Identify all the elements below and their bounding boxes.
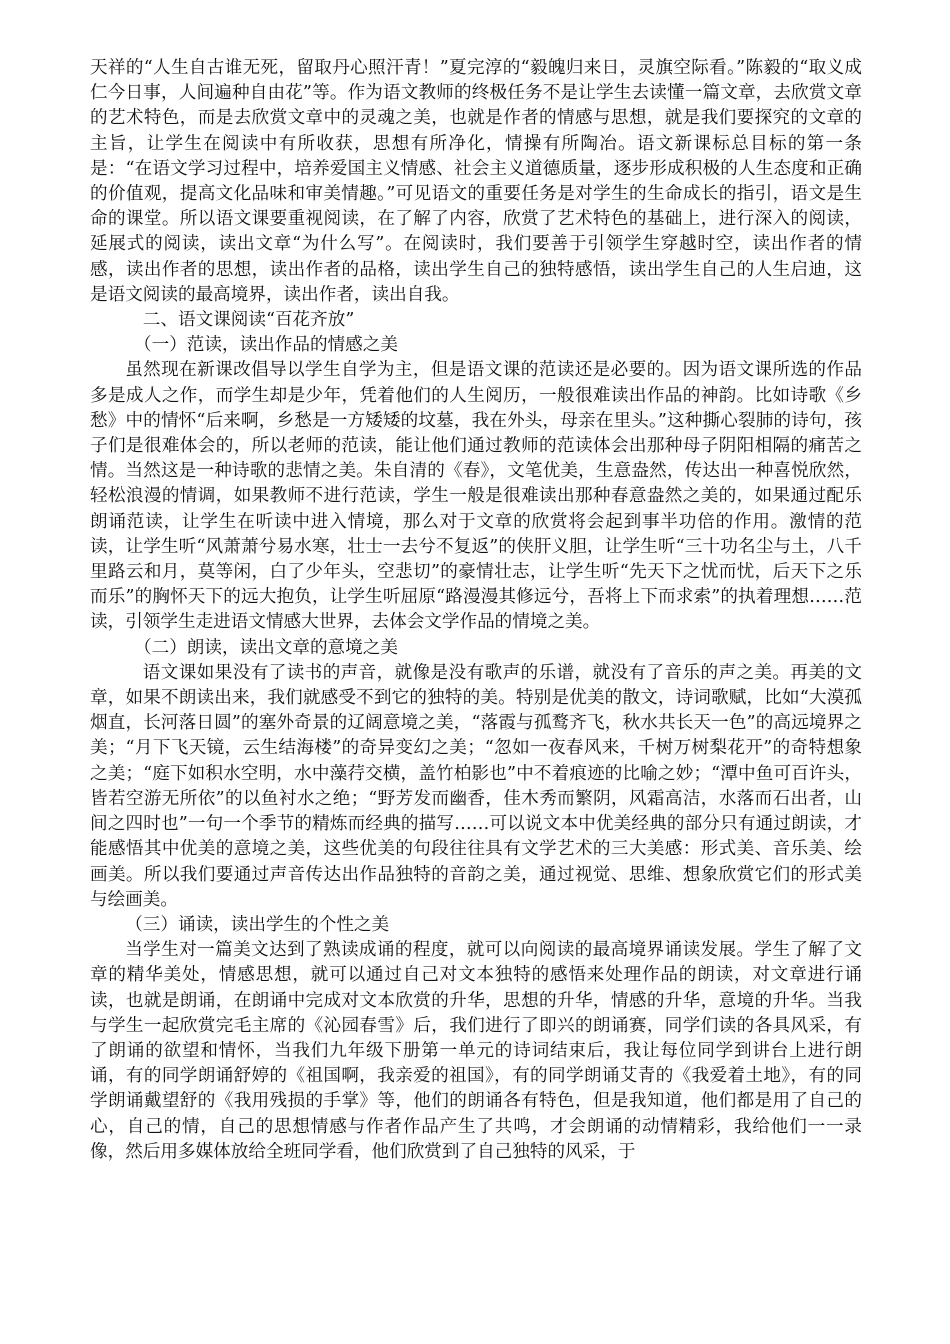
section-heading: 二、语文课阅读“百花齐放”: [142, 310, 355, 331]
subsection-heading-model-reading: （一）范读，读出作品的情感之美: [134, 335, 398, 356]
paragraph-continued: 天祥的“人生自古谁无死，留取丹心照汗青！”夏完淳的“毅魄归来日，灵旗空际看。”陈毅的“取义成仁今日事，人间遍种自由花”等。作为语文教师的终极任务不是让学生去读懂一篇文章，去欣赏文章的艺术特色，而是去欣赏文章中的灵魂之美，也就是作者的情感与思想，就是我们要探究的文章的主旨，让学生在阅读中有所收获，思想有所净化，情操有所陶冶。语文新课标总目标的第一条是：“在语文学习过程中，培养爱国主义情感、社会主义道德质量，逐步形成积极的人生态度和正确的价值观，提高文化品味和审美情趣。”可见语文的重要任务是对学生的生命成长的指引，语文是生命的课堂。所以语文课要重视阅读，在了解了内容，欣赏了艺术特色的基础上，进行深入的阅读，延展式的阅读，读出文章“为什么写”。在阅读时，我们要善于引领学生穿越时空，读出作者的情感，读出作者的思想，读出作者的品格，读出学生自己的独特感悟，读出学生自己的人生启迪，这是语文阅读的最高境界，读出作者，读出自我。: [90, 58, 862, 305]
paragraph-recitation: 当学生对一篇美文达到了熟读成诵的程度，就可以向阅读的最高境界诵读发展。学生了解了文章的精华美处，情感思想，就可以通过自己对文本独特的感悟来处理作品的朗读，对文章进行诵读，也就是朗诵，在朗诵中完成对文本欣赏的升华，思想的升华，情感的升华，意境的升华。当我与学生一起欣赏完毛主席的《沁园春雪》后，我们进行了即兴的朗诵赛，同学们读的各具风采，有了朗诵的欲望和情怀，当我们九年级下册第一单元的诗词结束后，我让每位同学到讲台上进行朗诵，有的同学朗诵舒婷的《祖国啊，我亲爱的祖国》，有的同学朗诵艾青的《我爱着土地》，有的同学朗诵戴望舒的《我用残损的手掌》等，他们的朗诵各有特色，但是我知道，他们都是用了自己的心，自己的情，自己的思想情感与作者作品产生了共鸣，才会朗诵的动情精彩，我给他们一一录像，然后用多媒体放给全班同学看，他们欣赏到了自己独特的风采，于: [90, 940, 862, 1162]
subsection-heading-recitation: （三）诵读，读出学生的个性之美: [125, 914, 390, 935]
paragraph-reading-aloud: 语文课如果没有了读书的声音，就像是没有歌声的乐谱，就没有了音乐的声之美。再美的文章，如果不朗读出来，我们就感受不到它的独特的美。特别是优美的散文，诗词歌赋，比如“大漠孤烟直，长河落日圆”的塞外奇景的辽阔意境之美，“落霞与孤鹜齐飞，秋水共长天一色”的高远境界之美；“月下飞天镜，云生结海楼”的奇异变幻之美；“忽如一夜春风来，千树万树梨花开”的奇特想象之美；“庭下如积水空明，水中藻荇交横，盖竹柏影也”中不着痕迹的比喻之妙；“潭中鱼可百许头，皆若空游无所依”的以鱼衬水之绝；“野芳发而幽香，佳木秀而繁阴，风霜高洁，水落而石出者，山间之四时也”一句一个季节的精炼而经典的描写……可以说文本中优美经典的部分只有通过朗读，才能感悟其中优美的意境之美，这些优美的句段往往具有文学艺术的三大美感：形式美、音乐美、绘画美。所以我们要通过声音传达出作品独特的音韵之美，通过视觉、思维、想象欣赏它们的形式美与绘画美。: [90, 662, 862, 910]
paragraph-model-reading: 虽然现在新课改倡导以学生自学为主，但是语文课的范读还是必要的。因为语文课所选的作品多是成人之作，而学生却是少年，凭着他们的人生阅历，一般很难读出作品的神韵。比如诗歌《乡愁》中的情怀“后来啊，乡愁是一方矮矮的坟墓，我在外头，母亲在里头。”这种撕心裂肺的诗句，孩子们是很难体会的，所以老师的范读，能让他们通过教师的范读体会出那种母子阴阳相隔的痛苦之情。当然这是一种诗歌的悲情之美。朱自清的《春》，文笔优美，生意盎然，传达出一种喜悦欣然，轻松浪漫的情调，如果教师不进行范读，学生一般是很难读出那种春意盎然之美的，如果通过配乐朗诵范读，让学生在听读中进入情境，那么对于文章的欣赏将会起到事半功倍的作用。激情的范读，让学生听“风萧萧兮易水寒，壮士一去兮不复返”的侠肝义胆，让学生听“三十功名尘与土，八千里路云和月，莫等闲，白了少年头，空悲切”的豪情壮志，让学生听“先天下之忧而忧，后天下之乐而乐”的胸怀天下的远大抱负，让学生听屈原“路漫漫其修远兮，吾将上下而求索”的执着理想……范读，引领学生走进语文情感大世界，去体会文学作品的情境之美。: [90, 360, 862, 633]
subsection-heading-reading-aloud: （二）朗读，读出文章的意境之美: [134, 637, 398, 658]
document-page: [90, 56, 862, 1165]
